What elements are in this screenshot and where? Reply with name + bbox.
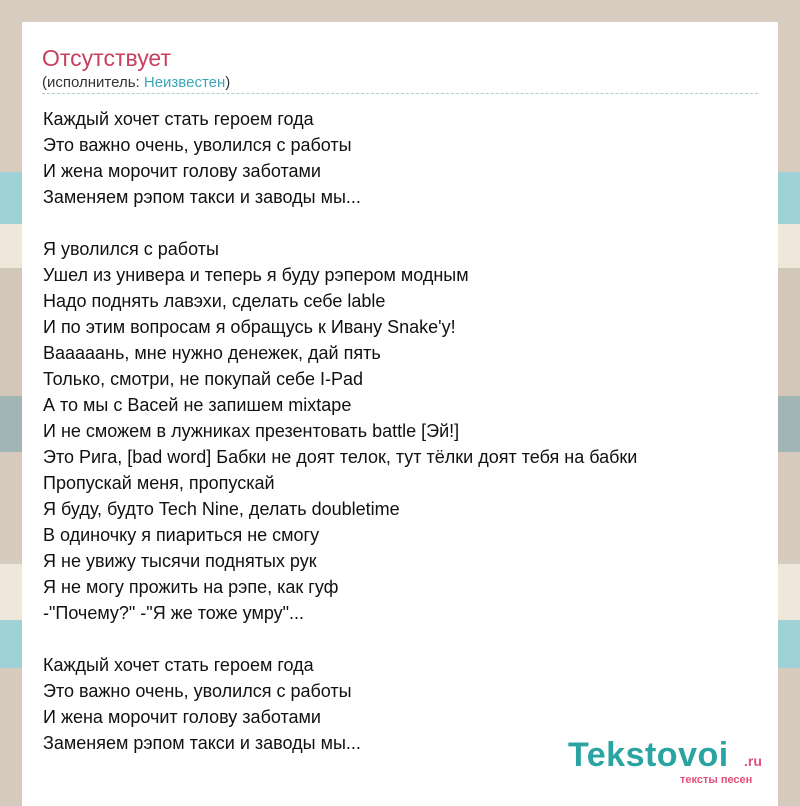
lyric-line: Заменяем рэпом такси и заводы мы...	[43, 187, 361, 207]
logo-tagline: тексты песен	[680, 774, 753, 786]
artist-prefix: (исполнитель:	[42, 74, 144, 91]
artist-link[interactable]: Неизвестен	[143, 74, 226, 91]
artist-suffix: )	[225, 74, 231, 91]
lyric-line: Каждый хочет стать героем года	[43, 655, 314, 675]
artist-line	[42, 74, 230, 91]
lyric-line: И не сможем в лужниках презентовать battle [Эй!]	[43, 421, 460, 441]
lyric-line: В одиночку я пиариться не смогу	[43, 525, 320, 545]
lyric-line: Я не увижу тысячи поднятых рук	[43, 551, 317, 571]
lyric-line: -"Почему?" -"Я же тоже умру"...	[43, 603, 305, 623]
lyric-line: Я не могу прожить на рэпе, как гуф	[43, 577, 339, 597]
lyric-line	[43, 210, 763, 236]
site-logo[interactable]	[568, 736, 778, 788]
lyric-line	[43, 626, 763, 652]
lyric-line: И по этим вопросам я обращусь к Ивану Snake'у!	[43, 317, 456, 337]
logo-name: Tekstovoi	[568, 736, 729, 774]
lyric-line: Ушел из универа и теперь я буду рэпером модным	[43, 265, 469, 285]
lyric-line: Надо поднять лавэхи, сделать себе lable	[43, 291, 386, 311]
lyric-line: Это важно очень, уволился с работы	[43, 681, 352, 701]
divider	[42, 93, 758, 94]
lyric-line: Только, смотри, не покупай себе I-Pad	[43, 369, 364, 389]
lyric-line: Я буду, будто Tech Nine, делать doubletime	[43, 499, 400, 519]
lyric-line: Это Рига, [bad word] Бабки не доят телок, тут тёлки доят тебя на бабки	[43, 447, 638, 467]
lyric-line: И жена морочит голову заботами	[43, 161, 321, 181]
lyric-line: Это важно очень, уволился с работы	[43, 135, 352, 155]
lyric-line: И жена морочит голову заботами	[43, 707, 321, 727]
lyric-line: Я уволился с работы	[43, 239, 219, 259]
lyrics-card	[22, 22, 778, 806]
lyric-line: Каждый хочет стать героем года	[43, 109, 314, 129]
lyric-line: Ваааaaнь, мне нужно денежек, дай пять	[43, 343, 381, 363]
song-title: Отсутствует	[42, 45, 171, 71]
lyric-line: А то мы с Васей не запишем mixtape	[43, 395, 352, 415]
lyric-line: Пропускай меня, пропускай	[43, 473, 275, 493]
lyric-line: Заменяем рэпом такси и заводы мы...	[43, 733, 361, 753]
logo-tld: .ru	[744, 753, 762, 769]
lyrics-text	[43, 106, 763, 756]
